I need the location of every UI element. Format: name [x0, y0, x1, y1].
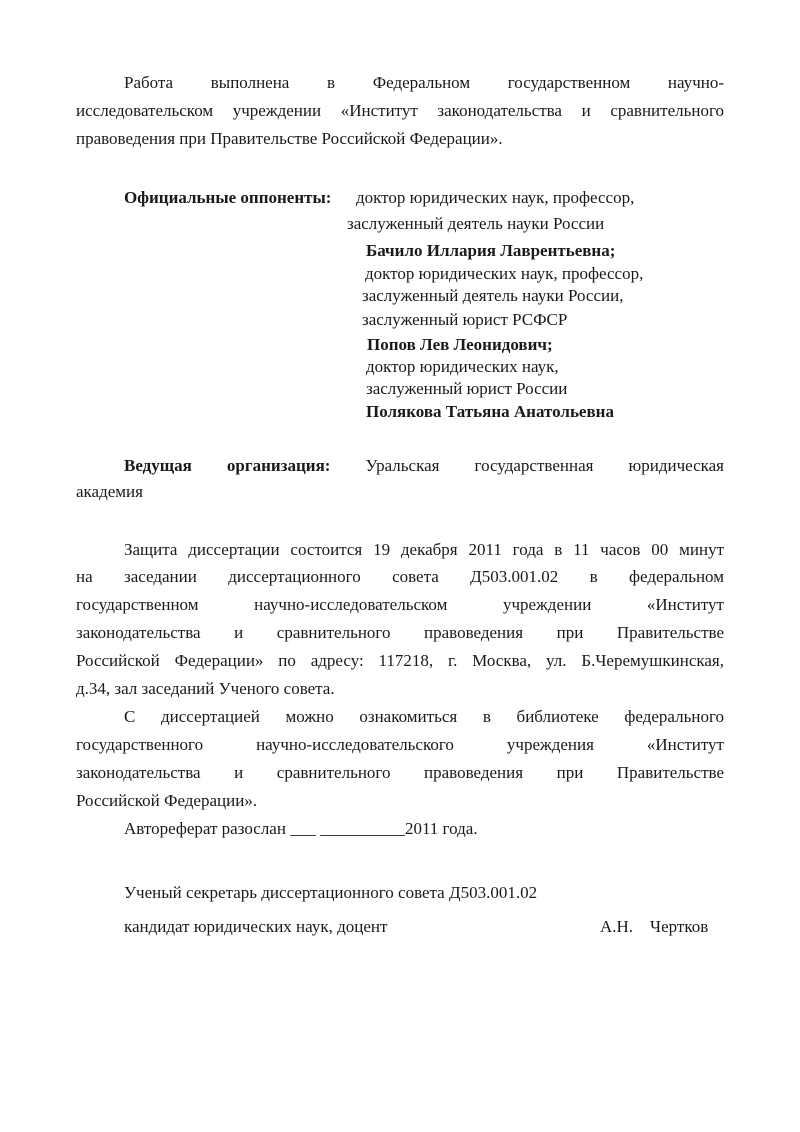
opponent-2-degree: доктор юридических наук, профессор,	[365, 264, 644, 283]
abstract-sent-line: Автореферат разослан ___ __________2011 года.	[124, 819, 478, 838]
secretary-name: А.Н. Чертков	[600, 917, 709, 936]
leading-org-line-1	[124, 456, 724, 476]
defense-line-6: д.34, зал заседаний Ученого совета.	[76, 679, 335, 698]
secretary-title: Ученый секретарь диссертационного совета Д503.001.02	[124, 883, 538, 902]
opponent-3-title: заслуженный юрист России	[366, 379, 568, 398]
library-line-4: Российской Федерации».	[76, 791, 258, 810]
opponents-label: Официальные оппоненты:	[124, 188, 332, 207]
defense-line-3: государственном научно-исследовательском учреждении «Институт	[76, 595, 724, 614]
leading-org-value: Уральская государственная юридическая	[365, 456, 725, 475]
opponent-1-title: заслуженный деятель науки России	[347, 214, 605, 233]
defense-line-2: на заседании диссертационного совета Д503.001.02 в федеральном	[76, 567, 724, 586]
defense-line-4: законодательства и сравнительного правоведения при Правительстве	[76, 623, 724, 642]
opponent-2-title: заслуженный деятель науки России,	[362, 286, 624, 305]
library-line-1: С диссертацией можно ознакомиться в библиотеке федерального	[124, 707, 724, 726]
leading-org-line-2: академия	[76, 482, 143, 501]
library-line-2: государственного научно-исследовательского учреждения «Институт	[76, 735, 724, 754]
intro-line-3: правоведения при Правительстве Российской Федерации».	[76, 129, 503, 148]
secretary-degree: кандидат юридических наук, доцент	[124, 917, 388, 936]
leading-org-label: Ведущая организация:	[124, 456, 331, 475]
opponent-1-degree: доктор юридических наук, профессор,	[356, 188, 635, 207]
defense-line-1: Защита диссертации состоится 19 декабря 2011 года в 11 часов 00 минут	[124, 540, 724, 559]
opponent-1-name: Бачило Иллария Лаврентьевна;	[366, 241, 616, 260]
opponent-3-name: Полякова Татьяна Анатольевна	[366, 402, 614, 421]
opponent-2-name: Попов Лев Леонидович;	[367, 335, 553, 354]
defense-line-5: Российской Федерации» по адресу: 117218, г. Москва, ул. Б.Черемушкинская,	[76, 651, 724, 670]
opponent-3-degree: доктор юридических наук,	[366, 357, 559, 376]
opponent-2-title-2: заслуженный юрист РСФСР	[362, 310, 568, 329]
intro-line-2: исследовательском учреждении «Институт законодательства и сравнительного	[76, 101, 724, 120]
intro-line-1: Работа выполнена в Федеральном государственном научно-	[124, 73, 724, 92]
library-line-3: законодательства и сравнительного правоведения при Правительстве	[76, 763, 724, 782]
